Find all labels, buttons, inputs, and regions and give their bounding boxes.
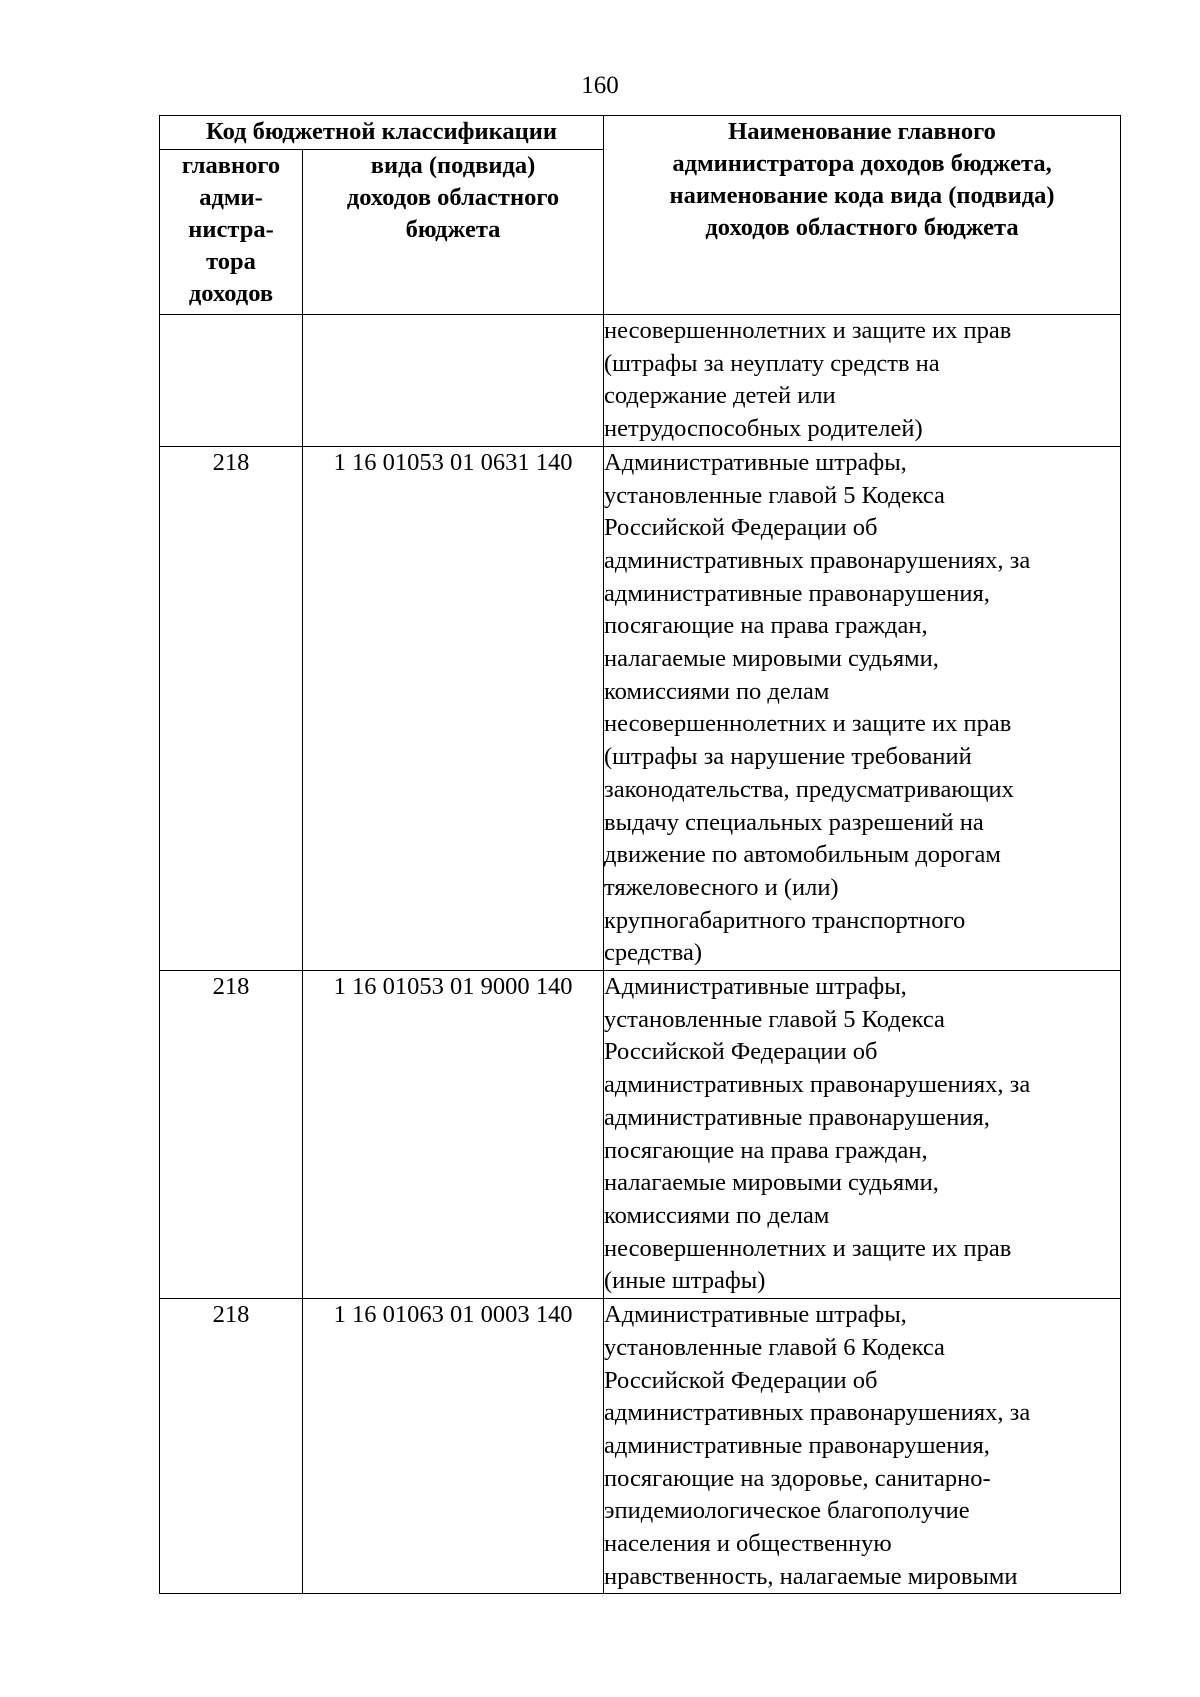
type-code-cell: 1 16 01053 01 0631 140: [303, 446, 604, 970]
description-cell: [604, 446, 1121, 970]
description-line: законодательства, предусматривающих: [604, 775, 1014, 803]
description-line: административные правонарушения,: [604, 1431, 990, 1459]
description-line: (иные штрафы): [604, 1267, 766, 1295]
admin-code-cell: 218: [160, 446, 303, 970]
description-line: несовершеннолетних и защите их прав: [604, 1234, 1012, 1262]
description-line: посягающие на здоровье, санитарно-: [604, 1464, 991, 1492]
admin-header-line: доходов: [188, 280, 274, 307]
description-line: крупногабаритного транспортного: [604, 906, 966, 934]
table-body: [160, 315, 1121, 1594]
description-line: установленные главой 6 Кодекса: [604, 1333, 945, 1361]
description-line: несовершеннолетних и защите их прав: [604, 710, 1012, 738]
description-line: движение по автомобильным дорогам: [604, 841, 1001, 869]
name-header-line: Наименование главного: [728, 118, 996, 145]
admin-code-cell: [160, 315, 303, 447]
page-number: 160: [581, 72, 619, 99]
description-line: средства): [604, 939, 703, 967]
description-line: населения и общественную: [604, 1530, 892, 1558]
description-line: налагаемые мировыми судьями,: [604, 645, 939, 673]
description-line: налагаемые мировыми судьями,: [604, 1169, 939, 1197]
description-cell: [604, 315, 1121, 447]
name-header-line: наименование кода вида (подвида): [669, 182, 1055, 209]
description-line: административные правонарушения,: [604, 1103, 990, 1131]
description-line: административных правонарушениях, за: [604, 546, 1031, 574]
description-cell: [604, 1299, 1121, 1594]
admin-header-line: тора: [206, 248, 256, 275]
description-line: тяжеловесного и (или): [604, 873, 839, 901]
type-header-line: бюджета: [405, 216, 501, 243]
name-header-line: доходов областного бюджета: [705, 214, 1019, 241]
description-line: (штрафы за нарушение требований: [604, 743, 972, 771]
admin-header-line: нистра-: [188, 216, 274, 243]
budget-classification-code-header: Код бюджетной классификации: [160, 116, 604, 150]
admin-code-cell: 218: [160, 1299, 303, 1594]
description-line: административные правонарушения,: [604, 579, 990, 607]
description-line: содержание детей или: [604, 382, 836, 410]
budget-classification-table: [159, 115, 1121, 1594]
admin-code-cell: 218: [160, 971, 303, 1299]
description-line: (штрафы за неуплату средств на: [604, 349, 940, 377]
table-row: [160, 315, 1121, 447]
description-line: Административные штрафы,: [604, 973, 907, 1001]
description-line: Административные штрафы,: [604, 448, 907, 476]
description-line: посягающие на права граждан,: [604, 1136, 928, 1164]
description-line: посягающие на права граждан,: [604, 612, 928, 640]
description-line: нравственность, налагаемые мировыми: [604, 1562, 1018, 1590]
description-line: выдачу специальных разрешений на: [604, 808, 984, 836]
type-header-line: доходов областного: [346, 184, 560, 211]
type-code-cell: [303, 315, 604, 447]
description-line: Российской Федерации об: [604, 1366, 878, 1394]
type-code-cell: 1 16 01063 01 0003 140: [303, 1299, 604, 1594]
description-line: нетрудоспособных родителей): [604, 415, 923, 443]
description-line: Российской Федерации об: [604, 514, 878, 542]
description-line: Российской Федерации об: [604, 1038, 878, 1066]
description-cell: [604, 971, 1121, 1299]
description-line: Административные штрафы,: [604, 1301, 907, 1329]
table-row: [160, 446, 1121, 970]
description-line: административных правонарушениях, за: [604, 1399, 1031, 1427]
name-column-header: [604, 116, 1121, 315]
table-row: [160, 1299, 1121, 1594]
table-row: [160, 971, 1121, 1299]
description-line: установленные главой 5 Кодекса: [604, 1005, 945, 1033]
description-line: административных правонарушениях, за: [604, 1071, 1031, 1099]
admin-header-line: главного: [181, 152, 281, 179]
description-line: эпидемиологическое благополучие: [604, 1497, 970, 1525]
type-header-line: вида (подвида): [370, 152, 536, 179]
admin-column-header: [160, 150, 303, 315]
admin-header-line: адми-: [199, 184, 263, 211]
description-line: комиссиями по делам: [604, 1201, 830, 1229]
description-line: комиссиями по делам: [604, 677, 830, 705]
name-header-line: администратора доходов бюджета,: [672, 150, 1052, 177]
description-line: несовершеннолетних и защите их прав: [604, 317, 1012, 344]
table-header-row: [160, 116, 1121, 150]
description-line: установленные главой 5 Кодекса: [604, 481, 945, 509]
type-code-cell: 1 16 01053 01 9000 140: [303, 971, 604, 1299]
type-column-header: [303, 150, 604, 315]
